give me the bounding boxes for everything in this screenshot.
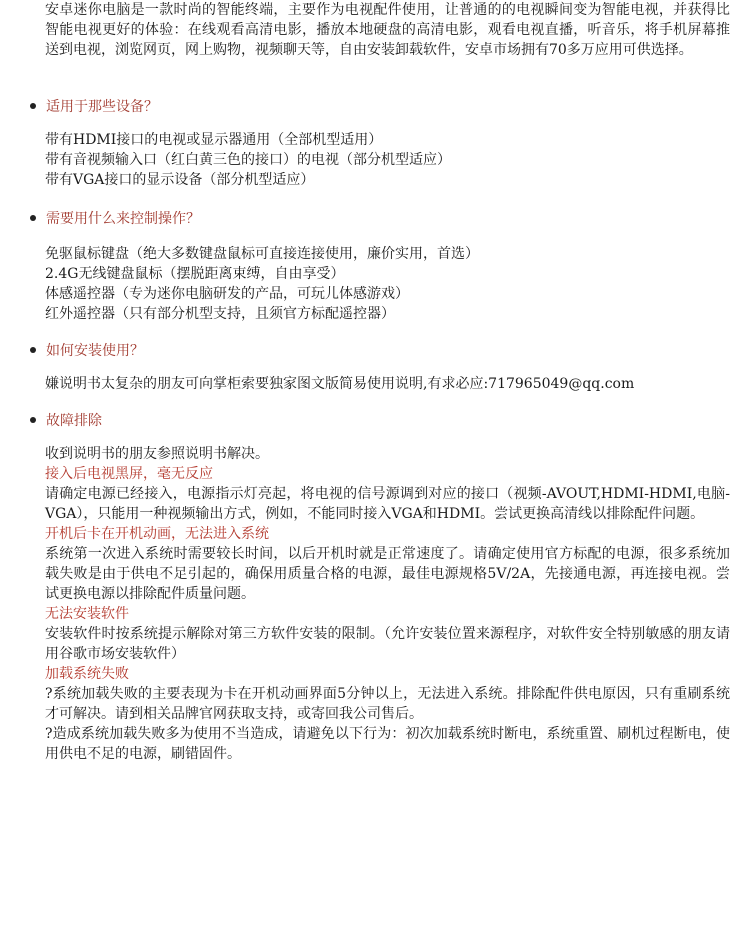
issue-text: ?系统加载失败的主要表现为卡在开机动画界面5分钟以上，无法进入系统。排除配件供电原因，只有重刷系统才可解决。请到相关品牌官网获取支持，或寄回我公司售后。 — [45, 686, 730, 722]
section-install-title: 如何安装使用？ — [46, 343, 144, 359]
control-line: 红外遥控器（只有部分机型支持，且须官方标配遥控器） — [45, 306, 395, 322]
bullet-icon — [30, 347, 36, 353]
section-install-heading — [30, 340, 144, 360]
device-line: 带有VGA接口的显示设备（部分机型适应） — [45, 172, 315, 188]
control-line: 免驱鼠标键盘（绝大多数键盘鼠标可直接连接使用，廉价实用，首选） — [45, 246, 479, 262]
device-line: 带有HDMI接口的电视或显示器通用（全部机型适用） — [45, 132, 383, 148]
section-troubleshoot-heading — [30, 410, 102, 430]
issue-text: 安装软件时按系统提示解除对第三方软件安装的限制。（允许安装位置来源程序，对软件安全特别敏感的朋友请用谷歌市场安装软件） — [45, 626, 730, 662]
issue-heading: 加载系统失败 — [45, 666, 129, 682]
control-line: 2.4G无线键盘鼠标（摆脱距离束缚，自由享受） — [45, 266, 345, 282]
bullet-icon — [30, 103, 36, 109]
section-control-heading — [30, 208, 200, 228]
issue-heading: 接入后电视黑屏，毫无反应 — [45, 466, 213, 482]
section-devices-heading — [30, 96, 158, 116]
device-line: 带有音视频输入口（红白黄三色的接口）的电视（部分机型适应） — [45, 152, 451, 168]
issue-heading: 无法安装软件 — [45, 606, 129, 622]
troubleshoot-intro: 收到说明书的朋友参照说明书解决。 — [45, 446, 269, 462]
bullet-icon — [30, 417, 36, 423]
section-install-body — [45, 374, 730, 394]
section-troubleshoot-body — [45, 444, 730, 764]
section-devices-body — [45, 130, 730, 190]
section-devices-title: 适用于那些设备？ — [46, 99, 158, 115]
section-troubleshoot-title: 故障排除 — [46, 413, 102, 429]
issue-heading: 开机后卡在开机动画，无法进入系统 — [45, 526, 269, 542]
troubleshoot-final: ?造成系统加载失败多为使用不当造成，请避免以下行为：初次加载系统时断电，系统重置、刷机过程断电，使用供电不足的电源，刷错固件。 — [45, 726, 730, 762]
intro-paragraph: 安卓迷你电脑是一款时尚的智能终端，主要作为电视配件使用，让普通的的电视瞬间变为智能电视，并获得比智能电视更好的体验：在线观看高清电影，播放本地硬盘的高清电影，观看电视直播，听音乐，将手机屏幕推送到电视，浏览网页，网上购物，视频聊天等，自由安装卸载软件，安卓市场拥有70多万应用可供选择。 — [45, 2, 730, 58]
section-control-title: 需要用什么来控制操作？ — [46, 211, 200, 227]
issue-text: 系统第一次进入系统时需要较长时间，以后开机时就是正常速度了。请确定使用官方标配的电源，很多系统加载失败是由于供电不足引起的，确保用质量合格的电源，最佳电源规格5V/2A，先接通电源，再连接电视。尝试更换电源以排除配件质量问题。 — [45, 546, 730, 602]
section-control-body — [45, 244, 730, 324]
bullet-icon — [30, 215, 36, 221]
control-line: 体感遥控器（专为迷你电脑研发的产品，可玩儿体感游戏） — [45, 286, 409, 302]
install-text: 嫌说明书太复杂的朋友可向掌柜索要独家图文版简易使用说明,有求必应:717965049@qq.com — [45, 376, 635, 392]
issue-text: 请确定电源已经接入，电源指示灯亮起，将电视的信号源调到对应的接口（视频-AVOUT,HDMI-HDMI,电脑-VGA），只能用一种视频输出方式，例如，不能同时接入VGA和HDMI。尝试更换高清线以排除配件问题。 — [45, 486, 730, 522]
